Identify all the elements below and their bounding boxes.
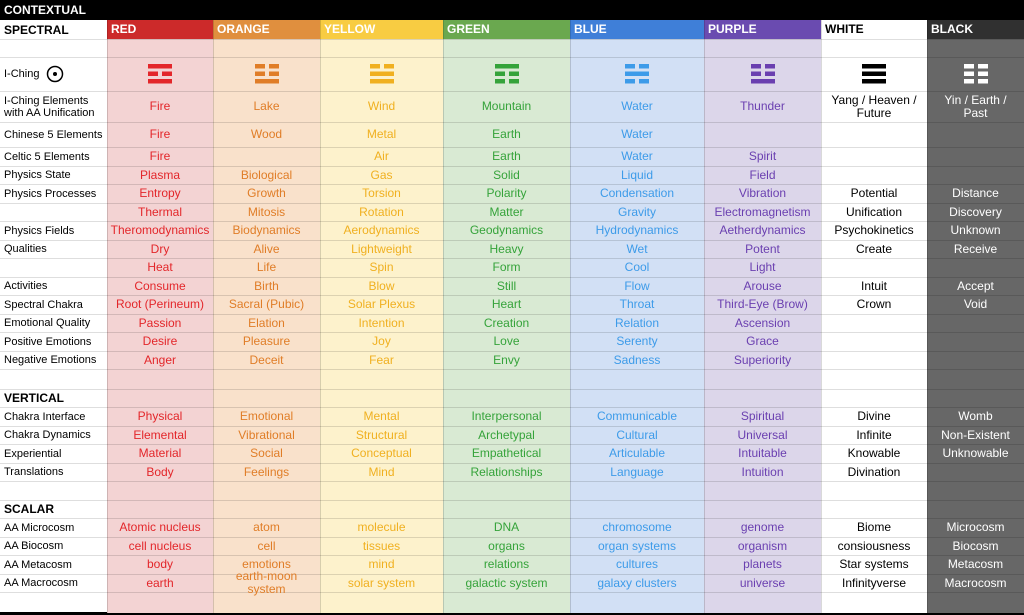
table-cell: Language [610, 464, 664, 479]
table-cell: Sadness [613, 352, 661, 367]
table-cell: cultures [615, 557, 659, 571]
trigram-green-icon [495, 64, 519, 84]
table-cell: Intention [358, 315, 405, 330]
trigram-yellow-icon [370, 64, 394, 84]
table-cell: atom [253, 520, 280, 534]
table-cell: planets [743, 557, 782, 571]
trigram-white-icon [862, 64, 886, 84]
row-label-text: Chinese 5 Elements [4, 128, 103, 141]
table-cell: Envy [493, 352, 520, 367]
row-label-text: Physics State [4, 169, 71, 181]
row-label-text: AA Biocosm [4, 540, 64, 552]
table-cell: molecule [357, 520, 406, 534]
table-cell: Void [963, 297, 988, 311]
table-cell: Superiority [733, 352, 792, 367]
table-cell: Entropy [139, 186, 181, 200]
table-cell: Earth [492, 127, 521, 141]
table-cell: Thermal [137, 204, 182, 219]
table-cell: tissues [362, 538, 401, 553]
row-label-text: Physics Fields [4, 224, 75, 237]
table-cell: Solid [493, 167, 520, 182]
table-cell: Mind [368, 464, 395, 479]
column-header-black[interactable]: BLACK [927, 20, 1024, 39]
table-cell: Geodynamics [469, 223, 544, 237]
table-cell: Social [250, 446, 283, 460]
table-cell: mind [368, 557, 395, 571]
row-label-text: VERTICAL [4, 391, 64, 405]
column-header-orange[interactable]: ORANGE [213, 20, 320, 39]
table-cell: Light [749, 260, 776, 274]
column-header-yellow[interactable]: YELLOW [320, 20, 443, 39]
row-label [4, 277, 106, 295]
table-cell: Discovery [949, 204, 1002, 219]
table-cell: Atomic nucleus [119, 520, 201, 534]
column-header-white[interactable]: WHITE [821, 20, 927, 39]
table-cell: Grace [746, 334, 779, 348]
table-cell: cell [257, 538, 276, 553]
table-cell: Spirit [748, 149, 777, 163]
table-cell: Third-Eye (Brow) [717, 297, 808, 311]
table-cell: Intuit [860, 278, 887, 293]
table-cell: galactic system [465, 575, 548, 590]
row-label-text: I-Ching [4, 68, 40, 80]
row-label [4, 314, 106, 332]
table-cell: Relation [614, 315, 660, 330]
table-cell: Yang / Heaven / Future [831, 92, 917, 120]
table-cell: Fear [369, 352, 394, 367]
table-cell: Macrocosm [944, 575, 1007, 590]
table-cell: Consume [134, 278, 186, 293]
table-cell: Condensation [599, 186, 675, 200]
table-cell: Heavy [489, 241, 524, 256]
row-label [4, 184, 106, 203]
table-cell: Receive [953, 241, 998, 256]
table-cell: galaxy clusters [597, 575, 677, 590]
table-cell: Elation [248, 315, 285, 330]
table-cell: Universal [737, 427, 788, 442]
table-cell: Ascension [734, 315, 791, 330]
table-cell: Desire [142, 334, 178, 348]
table-cell: Plasma [139, 167, 180, 182]
row-divider [0, 500, 1024, 501]
row-divider [0, 481, 1024, 482]
table-cell: Unknowable [942, 446, 1009, 460]
table-cell: Mountain [481, 99, 532, 113]
table-cell: Create [855, 241, 893, 256]
table-cell: Throat [619, 297, 655, 311]
row-label [4, 122, 106, 147]
table-cell: Fire [149, 149, 171, 163]
table-cell: Vibrational [238, 427, 295, 442]
row-label-text: Celtic 5 Elements [4, 150, 90, 163]
table-cell: Lightweight [351, 241, 412, 256]
table-cell: Biodynamics [232, 223, 301, 237]
row-label-text: Activities [4, 280, 48, 292]
table-cell: Love [493, 334, 520, 348]
row-label-text: AA Microcosm [4, 521, 75, 534]
row-label [4, 463, 106, 481]
row-label [4, 147, 106, 166]
table-cell: Divine [857, 409, 891, 423]
table-cell: earth-moon system [235, 569, 298, 596]
row-label-text: I-Ching Elements with AA Unification [4, 94, 95, 119]
table-cell: universe [739, 575, 786, 590]
table-cell: Water [621, 99, 653, 113]
table-cell: earth [146, 575, 174, 590]
table-cell: Fire [149, 127, 171, 141]
table-cell: Material [138, 446, 182, 460]
table-cell: Structural [355, 427, 408, 442]
table-cell: Wood [250, 127, 283, 141]
table-cell: Physical [137, 409, 183, 423]
table-cell: Conceptual [351, 446, 412, 460]
row-label [4, 351, 106, 369]
table-cell: DNA [493, 520, 520, 534]
table-cell: emotions [242, 557, 291, 571]
table-cell: Joy [372, 334, 391, 348]
table-cell: Yin / Earth / Past [944, 92, 1007, 120]
trigram-purple-icon [751, 64, 775, 84]
row-label-text: Translations [4, 466, 64, 478]
table-cell: Cool [624, 260, 650, 274]
section-heading [4, 389, 106, 407]
row-label [4, 91, 106, 122]
row-label [4, 555, 106, 574]
table-cell: Gravity [617, 204, 656, 219]
table-cell: Wet [626, 241, 648, 256]
table-cell: Arouse [743, 278, 782, 293]
table-title: CONTEXTUAL [0, 0, 1024, 20]
table-cell: Serenty [616, 334, 658, 348]
table-cell: Solar Plexus [347, 297, 416, 311]
table-cell: Creation [483, 315, 530, 330]
trigram-blue-icon [625, 64, 649, 84]
table-cell: Biome [856, 520, 891, 534]
table-cell: Birth [254, 278, 279, 293]
trigram-black-icon [964, 64, 988, 84]
table-cell: Still [496, 278, 517, 293]
table-cell: Mitosis [247, 204, 286, 219]
table-cell: Star systems [839, 557, 909, 571]
table-cell: Heart [491, 297, 522, 311]
table-cell: Psychokinetics [834, 223, 914, 237]
section-heading [4, 500, 106, 518]
table-cell: consiousness [837, 538, 911, 553]
table-cell: Liquid [620, 167, 654, 182]
table-cell: Elemental [133, 427, 187, 442]
table-cell: Water [621, 127, 653, 141]
row-label-text: Chakra Dynamics [4, 429, 91, 441]
table-cell: Communicable [596, 409, 678, 423]
circled-dot-icon [46, 65, 64, 83]
row-label-text: Spectral Chakra [4, 298, 83, 311]
table-cell: Aerodynamics [343, 223, 420, 237]
row-label-text: Physics Processes [4, 187, 97, 200]
table-cell: Polarity [486, 186, 527, 200]
row-label [4, 574, 106, 592]
column-header-purple[interactable]: PURPLE [704, 20, 821, 39]
section-heading [4, 20, 106, 39]
table-cell: Interpersonal [471, 409, 542, 423]
table-cell: Emotional [239, 409, 294, 423]
column-header-blue[interactable]: BLUE [570, 20, 704, 39]
table-cell: Cultural [616, 427, 658, 442]
table-cell: Torsion [362, 186, 401, 200]
table-cell: Dry [150, 241, 170, 256]
table-cell: Matter [489, 204, 524, 219]
table-cell: Lake [253, 99, 280, 113]
table-cell: Aetherdynamics [719, 223, 806, 237]
row-label [4, 166, 106, 184]
table-cell: Metacosm [947, 557, 1004, 571]
row-label-text: AA Macrocosm [4, 577, 78, 589]
table-cell: Infinityverse [841, 575, 907, 590]
table-cell: Potential [850, 186, 898, 200]
table-cell: Potent [745, 241, 780, 256]
row-divider [0, 369, 1024, 370]
table-cell: body [146, 557, 174, 571]
row-label-text: SPECTRAL [4, 22, 69, 37]
table-cell: Gas [370, 167, 393, 182]
table-cell: Unknown [950, 223, 1001, 237]
table-cell: solar system [347, 575, 416, 590]
table-cell: Archetypal [478, 427, 535, 442]
row-label-text: Negative Emotions [4, 354, 97, 366]
row-label [4, 444, 106, 463]
row-label-text: SCALAR [4, 502, 54, 516]
table-cell: cell nucleus [128, 538, 192, 553]
table-cell: Intuition [741, 464, 784, 479]
table-cell: organism [737, 538, 788, 553]
table-cell: Biological [240, 167, 293, 182]
table-cell: Unification [845, 204, 903, 219]
table-cell: Vibration [738, 186, 787, 200]
table-cell: Alive [253, 241, 280, 256]
table-cell: Biocosm [952, 538, 999, 553]
table-cell: organs [488, 538, 525, 553]
trigram-orange-icon [255, 64, 279, 84]
table-cell: Non-Existent [941, 427, 1010, 442]
row-label-text: AA Metacosm [4, 558, 72, 571]
table-cell: Thunder [740, 99, 785, 113]
row-label [4, 518, 106, 537]
table-cell: Growth [247, 186, 286, 200]
table-cell: Heat [147, 260, 173, 274]
row-label [4, 332, 106, 351]
table-cell: Life [256, 260, 277, 274]
row-divider [0, 592, 1024, 593]
row-label-text: Experiential [4, 447, 62, 460]
table-cell: Earth [492, 149, 521, 163]
row-label-text: Chakra Interface [4, 410, 86, 423]
table-cell: genome [740, 520, 785, 534]
row-label [4, 426, 106, 444]
column-header-green[interactable]: GREEN [443, 20, 570, 39]
table-cell: Pleasure [242, 334, 291, 348]
table-cell: Infinite [856, 427, 892, 442]
row-label [4, 240, 106, 258]
table-cell: Relationships [470, 464, 543, 479]
table-cell: Crown [856, 297, 892, 311]
table-cell: Articulable [608, 446, 666, 460]
row-label [4, 407, 106, 426]
row-label [4, 537, 106, 555]
table-cell: Water [621, 149, 653, 163]
table-cell: Air [374, 149, 389, 163]
table-cell: Electromagnetism [714, 204, 811, 219]
table-cell: Intuitable [738, 446, 787, 460]
table-cell: Spiritual [740, 409, 785, 423]
table-cell: Root (Perineum) [115, 297, 205, 311]
table-cell: Microcosm [946, 520, 1005, 534]
row-label [4, 295, 106, 314]
table-cell: Sacral (Pubic) [228, 297, 305, 311]
table-cell: Wind [367, 99, 396, 113]
table-cell: Flow [624, 278, 650, 293]
table-cell: Rotation [359, 204, 404, 219]
table-cell: Divination [847, 464, 901, 479]
table-cell: Knowable [847, 446, 901, 460]
row-divider [0, 389, 1024, 390]
column-header-red[interactable]: RED [107, 20, 213, 39]
row-label-text: Qualities [4, 243, 47, 255]
row-divider [0, 39, 1024, 40]
table-cell: Form [492, 260, 521, 274]
table-cell: chromosome [602, 520, 672, 534]
table-cell: relations [483, 557, 530, 571]
row-label [4, 221, 106, 240]
table-cell: Hydrodynamics [595, 223, 679, 237]
table-cell: organ systems [597, 538, 677, 553]
table-cell: Metal [366, 127, 397, 141]
table-cell: Womb [958, 409, 993, 423]
table-cell: Spin [369, 260, 394, 274]
table-cell: Blow [368, 278, 395, 293]
table-cell: Feelings [243, 464, 290, 479]
table-cell: Fire [149, 99, 171, 113]
table-cell: Field [749, 167, 776, 182]
table-cell: Theromodynamics [110, 223, 210, 237]
table-cell: Accept [957, 278, 994, 293]
table-cell: Deceit [249, 352, 284, 367]
row-label-text: Emotional Quality [4, 317, 91, 329]
table-cell: Passion [138, 315, 182, 330]
table-cell: Empathetical [471, 446, 542, 460]
table-cell: Anger [143, 352, 177, 367]
row-divider [0, 57, 1024, 58]
row-label-text: Positive Emotions [4, 335, 92, 348]
trigram-red-icon [148, 64, 172, 84]
table-cell: Mental [363, 409, 400, 423]
table-cell: Distance [952, 186, 999, 200]
table-cell: Body [146, 464, 174, 479]
